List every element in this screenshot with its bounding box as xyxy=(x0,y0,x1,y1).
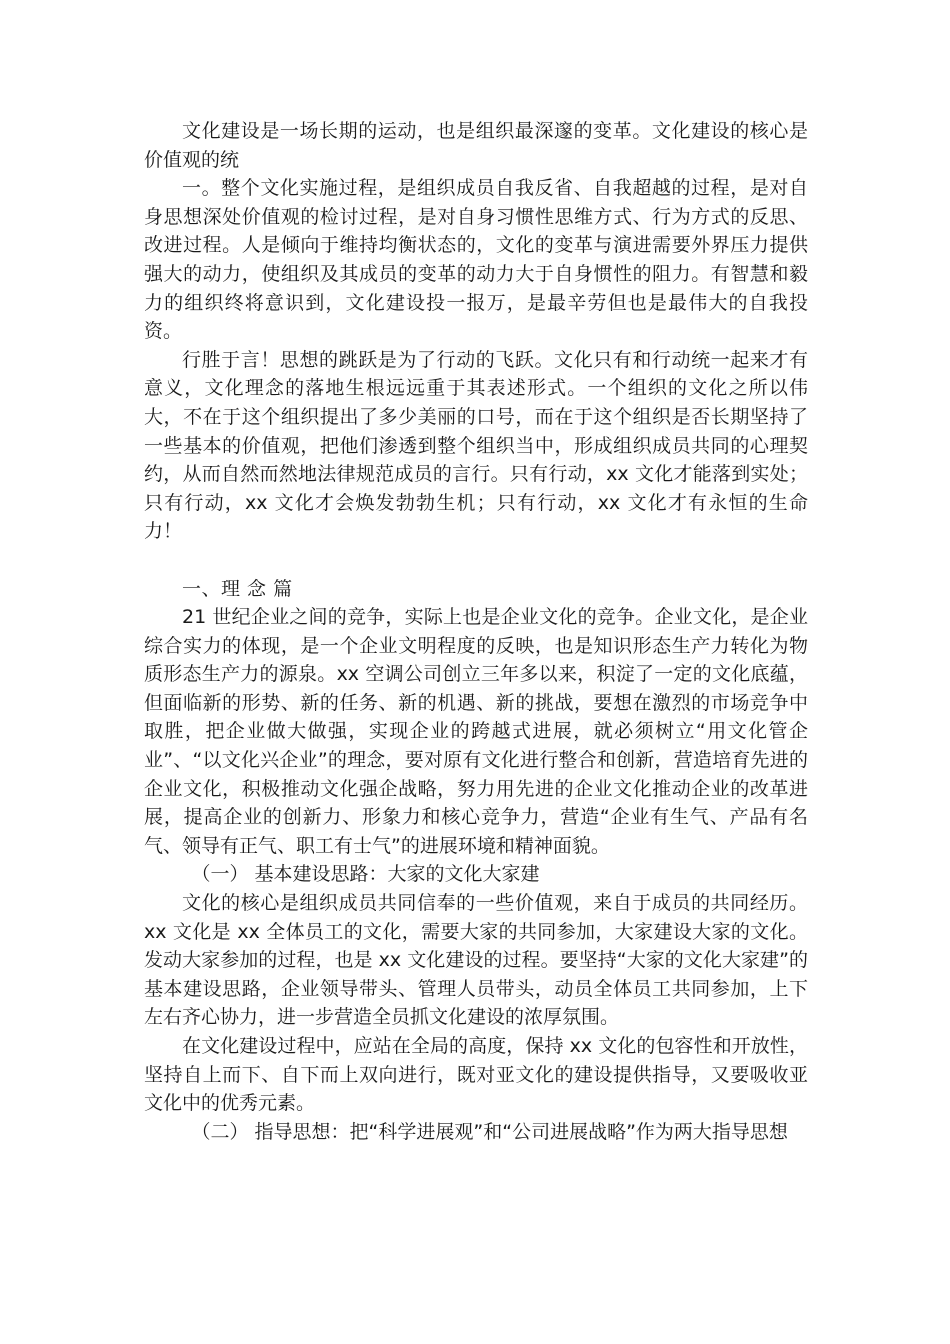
document-body xyxy=(144,117,808,1146)
paragraph-intro: 文化建设是一场长期的运动，也是组织最深邃的变革。文化建设的核心是价值观的统 xyxy=(144,120,808,171)
paragraph-process: 一。整个文化实施过程，是组织成员自我反省、自我超越的过程，是对自身思想深处价值观的检讨过程，是对自身习惯性思维方式、行为方式的反思、改进过程。人是倾向于维持均衡状态的，文化的变革与演进需要外界压力提供强大的动力，使组织及其成员的变革的动力大于自身惯性的阻力。有智慧和毅力的组织终将意识到，文化建设投一报万，是最辛劳但也是最伟大的自我投资。 xyxy=(144,177,808,343)
paragraph-core-values: 文化的核心是组织成员共同信奉的一些价值观，来自于成员的共同经历。xx 文化是 xx 全体员工的文化，需要大家的共同参加，大家建设大家的文化。发动大家参加的过程，也是 xx 文化建设的过程。要坚持“大家的文化大家建”的基本建设思路，企业领导带头、管理人员带头，动员全体员工共同参加，上下左右齐心协力，进一步营造全员抓文化建设的浓厚氛围。 xyxy=(144,892,808,1029)
paragraph-global-view: 在文化建设过程中，应站在全局的高度，保持 xx 文化的包容性和开放性，坚持自上而下、自下而上双向进行，既对亚文化的建设提供指导，又要吸收亚文化中的优秀元素。 xyxy=(144,1035,808,1115)
subheading-guiding-thought: （二） 指导思想：把“科学进展观”和“公司进展战略”作为两大指导思想 xyxy=(191,1120,788,1143)
section-heading-concept: 一、理 念 篇 xyxy=(182,577,293,600)
paragraph-competition: 21 世纪企业之间的竞争，实际上也是企业文化的竞争。企业文化，是企业综合实力的体现，是一个企业文明程度的反映，也是知识形态生产力转化为物质形态生产力的源泉。xx 空调公司创立三年多以来，积淀了一定的文化底蕴，但面临新的形势、新的任务、新的机遇、新的挑战，要想在激烈的市场竞争中取胜，把企业做大做强，实现企业的跨越式进展，就必须树立“用文化管企业”、“以文化兴企业”的理念，要对原有文化进行整合和创新，营造培育先进的企业文化，积极推动文化强企战略，努力用先进的企业文化推动企业的改革进展，提高企业的创新力、形象力和核心竞争力，营造“企业有生气、产品有名气、领导有正气、职工有士气”的进展环境和精神面貌。 xyxy=(144,606,808,857)
paragraph-action: 行胜于言！思想的跳跃是为了行动的飞跃。文化只有和行动统一起来才有意义，文化理念的落地生根远远重于其表述形式。一个组织的文化之所以伟大，不在于这个组织提出了多少美丽的口号，而在于这个组织是否长期坚持了一些基本的价值观，把他们渗透到整个组织当中，形成组织成员共同的心理契约，从而自然而然地法律规范成员的言行。只有行动，xx 文化才能落到实处；只有行动，xx 文化才会焕发勃勃生机；只有行动，xx 文化才有永恒的生命力！ xyxy=(144,348,808,543)
spacer xyxy=(144,546,808,575)
subheading-basic-approach: （一） 基本建设思路：大家的文化大家建 xyxy=(191,863,540,886)
